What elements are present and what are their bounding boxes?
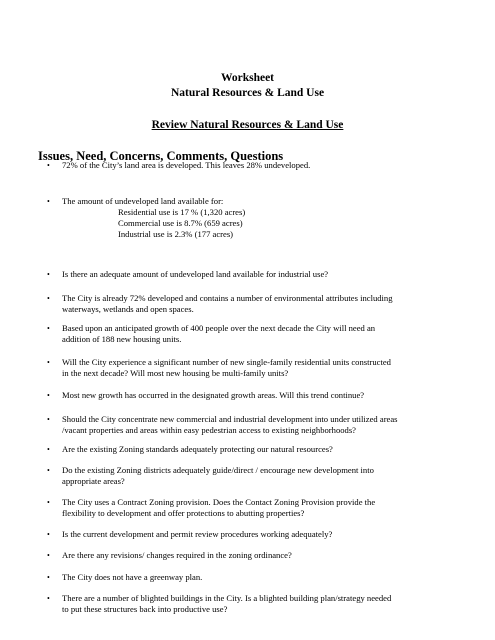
list-item-text: Are there any revisions/ changes required in the zoning ordinance? <box>62 550 292 560</box>
list-item-text: Do the existing Zoning districts adequately guide/direct / encourage new development into <box>62 465 374 475</box>
list-item-text: Based upon an anticipated growth of 400 people over the next decade the City will need an <box>62 323 376 333</box>
list-item <box>47 465 462 487</box>
section-heading: Issues, Need, Concerns, Comments, Questions <box>38 149 284 163</box>
sub-item-text: Industrial use is 2.3% (177 acres) <box>118 229 234 239</box>
list-item <box>47 390 462 401</box>
list-item <box>47 444 462 455</box>
bullet-icon: • <box>47 466 50 475</box>
list-item <box>47 269 462 280</box>
list-item-text: appropriate areas? <box>62 476 125 486</box>
list-item-text: The City is already 72% developed and contains a number of environmental attributes including <box>62 293 393 303</box>
list-item-text: /vacant properties and areas within easy pedestrian access to existing neighborhoods? <box>62 425 357 435</box>
list-item-text: flexibility to development and offer protections to abutting properties? <box>62 508 305 518</box>
list-item <box>47 550 462 561</box>
bullet-icon: • <box>47 324 50 333</box>
bullet-icon: • <box>47 573 50 582</box>
list-item <box>47 414 462 436</box>
bullet-icon: • <box>47 391 50 400</box>
list-item-text: 72% of the City’s land area is developed. This leaves 28% undeveloped. <box>62 160 311 170</box>
list-item-text: waterways, wetlands and open spaces. <box>62 304 194 314</box>
list-item-text: Is the current development and permit review procedures working adequately? <box>62 529 333 539</box>
list-item-text: The City uses a Contract Zoning provision. Does the Contact Zoning Provision provide the <box>62 497 376 507</box>
list-item-text: Should the City concentrate new commercial and industrial development into under utilized areas <box>62 414 398 424</box>
document-subtitle: Natural Resources & Land Use <box>170 87 325 99</box>
list-item-text: to put these structures back into productive use? <box>62 604 228 614</box>
bullet-icon: • <box>47 270 50 279</box>
list-item <box>47 160 462 171</box>
list-item <box>47 497 462 519</box>
list-item <box>47 529 462 540</box>
bullet-icon: • <box>47 498 50 507</box>
bullet-icon: • <box>47 530 50 539</box>
worksheet-title: Worksheet <box>220 72 275 84</box>
bullet-icon: • <box>47 415 50 424</box>
list-item <box>47 593 462 615</box>
list-item <box>47 357 462 379</box>
sub-item-text: Commercial use is 8.7% (659 acres) <box>118 218 243 228</box>
sub-item-text: Residential use is 17 % (1,320 acres) <box>118 207 246 217</box>
list-item-text: The City does not have a greenway plan. <box>62 572 203 582</box>
bullet-icon: • <box>47 551 50 560</box>
list-item-text: Are the existing Zoning standards adequately protecting our natural resources? <box>62 444 333 454</box>
bullet-icon: • <box>47 197 50 206</box>
bullet-icon: • <box>47 445 50 454</box>
bullet-icon: • <box>47 294 50 303</box>
bullet-icon: • <box>47 161 50 170</box>
list-item <box>47 572 462 583</box>
list-item-text: The amount of undeveloped land available for: <box>62 196 224 206</box>
list-item-text: Will the City experience a significant number of new single-family residential units constructed <box>62 357 391 367</box>
list-item <box>47 196 462 240</box>
list-item-text: There are a number of blighted buildings in the City. Is a blighted building plan/strategy needed <box>62 593 392 603</box>
list-item <box>47 323 462 345</box>
list-item-text: Most new growth has occurred in the designated growth areas. Will this trend continue? <box>62 390 365 400</box>
bullet-icon: • <box>47 358 50 367</box>
list-item-text: in the next decade? Will most new housing be multi-family units? <box>62 368 289 378</box>
review-title: Review Natural Resources & Land Use <box>151 119 344 131</box>
list-item-text: Is there an adequate amount of undeveloped land available for industrial use? <box>62 269 329 279</box>
list-item <box>47 293 462 315</box>
bullet-icon: • <box>47 594 50 603</box>
list-item-text: addition of 188 new housing units. <box>62 334 182 344</box>
